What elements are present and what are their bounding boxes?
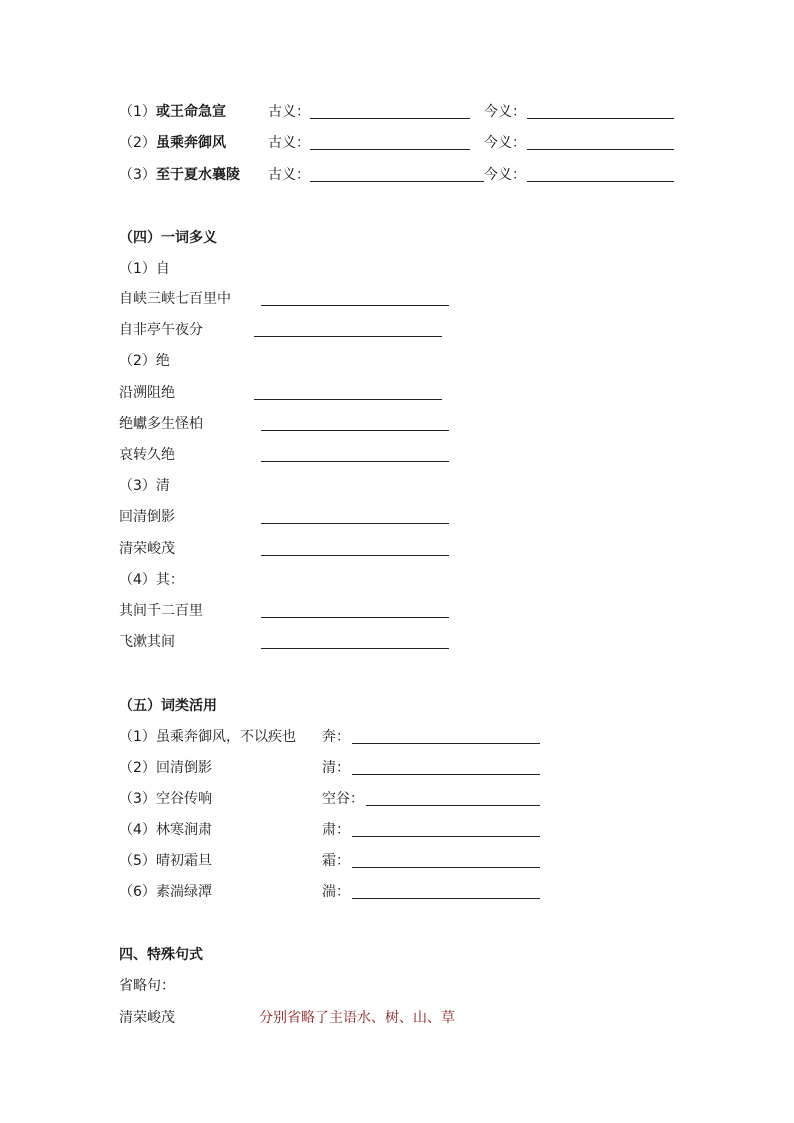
huoyong-row-5-num: （5） [119, 853, 156, 869]
huoyong-row-6-num: （6） [119, 884, 156, 900]
gujin-row-1-jin-blank[interactable] [527, 118, 674, 119]
huoyong-row-6-word: 湍： [322, 884, 350, 900]
teshujushi-sub: 省略句： [119, 978, 175, 994]
huoyong-row-2-blank[interactable] [352, 774, 540, 775]
huoyong-row-5-blank[interactable] [352, 867, 540, 868]
huoyong-row-1-num: （1） [119, 729, 156, 745]
huoyong-row-2-num: （2） [119, 760, 156, 776]
gujin-row-1-gu-blank[interactable] [310, 118, 470, 119]
group-2-item-3-blank[interactable] [261, 461, 449, 462]
gujin-row-1-gu-label: 古义： [268, 104, 310, 120]
teshujushi-answer: 分别省略了主语水、树、山、草 [259, 1010, 455, 1026]
group-3-label: （3）清 [119, 478, 170, 494]
group-3-item-1-blank[interactable] [261, 523, 449, 524]
gujin-row-2-jin-label: 今义： [484, 135, 526, 151]
yiciduoyi-heading: （四）一词多义 [119, 230, 217, 246]
huoyong-row-6-blank[interactable] [352, 898, 540, 899]
gujin-row-3-jin-label: 今义： [484, 167, 526, 183]
group-1-label: （1）自 [119, 261, 170, 277]
huoyong-row-4-word: 肃： [322, 822, 350, 838]
gujin-row-1-num: （1） [119, 104, 156, 120]
huoyong-row-6-text: 素湍绿潭 [156, 884, 212, 900]
group-2-item-2: 绝巘多生怪柏 [119, 416, 203, 432]
huoyong-row-4-num: （4） [119, 822, 156, 838]
group-2-item-2-blank[interactable] [261, 430, 449, 431]
group-4-item-1: 其间千二百里 [119, 603, 203, 619]
teshujushi-heading: 四、特殊句式 [119, 947, 203, 963]
huoyong-row-1-blank[interactable] [352, 743, 540, 744]
huoyong-row-2-word: 清： [322, 760, 350, 776]
huoyong-row-5-word: 霜： [322, 853, 350, 869]
group-1-item-2-blank[interactable] [254, 336, 442, 337]
group-2-label: （2）绝 [119, 353, 170, 369]
gujin-row-3-num: （3） [119, 167, 156, 183]
huoyong-row-3-blank[interactable] [366, 805, 540, 806]
huoyong-row-1-word: 奔： [322, 729, 350, 745]
gujin-row-2-jin-blank[interactable] [527, 149, 674, 150]
huoyong-row-5-text: 晴初霜旦 [156, 853, 212, 869]
group-2-item-1: 沿溯阻绝 [119, 385, 175, 401]
group-4-item-2-blank[interactable] [261, 648, 449, 649]
group-1-item-2: 自非亭午夜分 [119, 322, 203, 338]
group-3-item-2: 清荣峻茂 [119, 541, 175, 557]
huoyong-row-3-text: 空谷传响 [156, 791, 212, 807]
huoyong-row-4-text: 林寒涧肃 [156, 822, 212, 838]
gujin-row-3-jin-blank[interactable] [527, 181, 674, 182]
huoyong-row-2-text: 回清倒影 [156, 760, 212, 776]
huoyong-row-3-word: 空谷： [322, 791, 364, 807]
gujin-row-2-text: 虽乘奔御风 [156, 135, 226, 151]
cileihuoyong-heading: （五）词类活用 [119, 698, 217, 714]
group-2-item-1-blank[interactable] [254, 399, 442, 400]
huoyong-row-3-num: （3） [119, 791, 156, 807]
group-4-item-2: 飞漱其间 [119, 634, 175, 650]
gujin-row-2-gu-label: 古义： [268, 135, 310, 151]
group-4-label: （4）其： [119, 572, 184, 588]
group-3-item-2-blank[interactable] [261, 555, 449, 556]
group-1-item-1-blank[interactable] [261, 305, 449, 306]
gujin-row-3-text: 至于夏水襄陵 [156, 167, 240, 183]
group-3-item-1: 回清倒影 [119, 509, 175, 525]
gujin-row-1-jin-label: 今义： [484, 104, 526, 120]
teshujushi-example: 清荣峻茂 [119, 1010, 175, 1026]
gujin-row-2-gu-blank[interactable] [310, 149, 470, 150]
group-1-item-1: 自峡三峡七百里中 [119, 291, 231, 307]
group-4-item-1-blank[interactable] [261, 617, 449, 618]
gujin-row-1-text: 或王命急宣 [156, 104, 226, 120]
gujin-row-3-gu-label: 古义： [268, 167, 310, 183]
gujin-row-2-num: （2） [119, 135, 156, 151]
group-2-item-3: 哀转久绝 [119, 447, 175, 463]
huoyong-row-4-blank[interactable] [352, 836, 540, 837]
huoyong-row-1-text: 虽乘奔御风，不以疾也 [156, 729, 296, 745]
gujin-row-3-gu-blank[interactable] [310, 181, 484, 182]
